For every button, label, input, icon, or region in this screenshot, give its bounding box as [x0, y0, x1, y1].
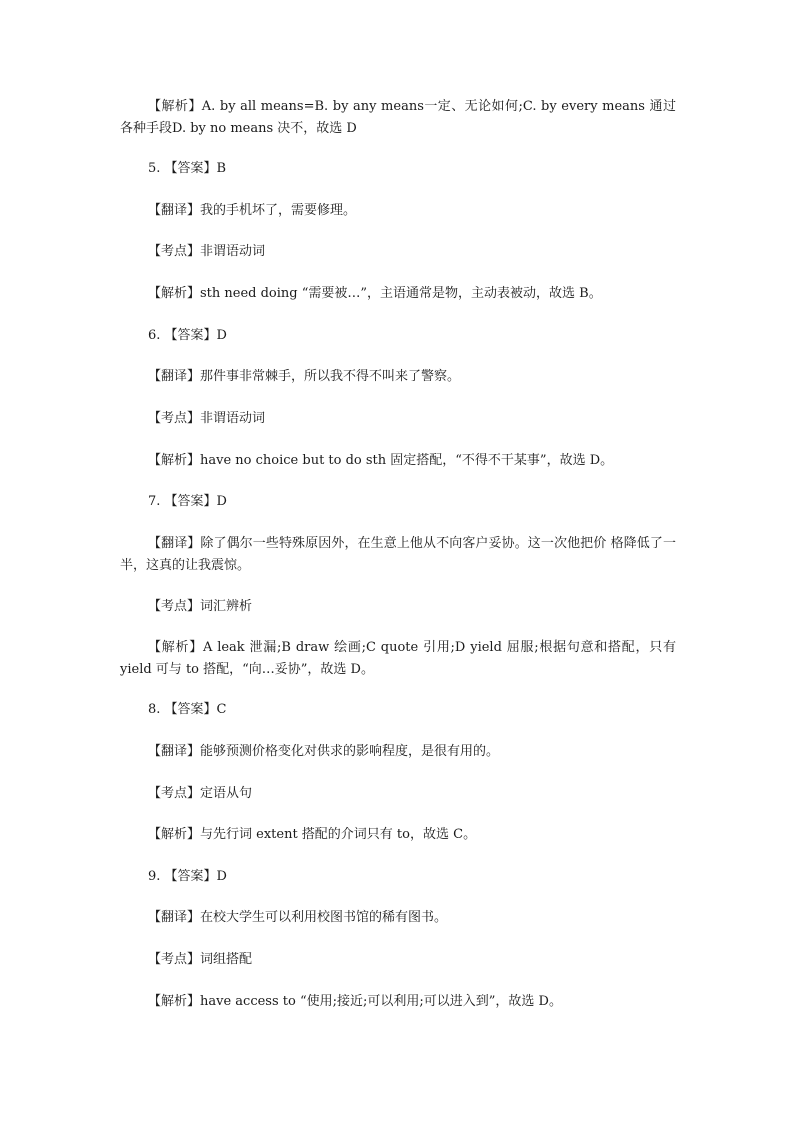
translation-line: 【翻译】能够预测价格变化对供求的影响程度，是很有用的。 [148, 744, 500, 759]
answer-line: 6. 【答案】D [148, 328, 227, 343]
answer-line: 9. 【答案】D [148, 869, 227, 884]
answer-line: 8. 【答案】C [148, 702, 227, 717]
topic-line: 【考点】定语从句 [148, 786, 253, 801]
topic-line: 【考点】词组搭配 [148, 952, 253, 967]
explanation-paragraph: 【解析】A leak 泄漏;B draw 绘画;C quote 引用;D yield 屈服;根据句意和搭配，只有 yield 可与 to 搭配，“向…妥协”，故选 D。 [120, 640, 676, 677]
explanation-line: 【解析】与先行词 extent 搭配的介词只有 to，故选 C。 [148, 827, 477, 842]
explanation-line: 【解析】have no choice but to do sth 固定搭配，“不得不干某事”，故选 D。 [148, 453, 614, 468]
topic-line: 【考点】词汇辨析 [148, 599, 253, 614]
explanation-paragraph: 【解析】A. by all means=B. by any means一定、无论如何;C. by every means 通过各种手段D. by no means 决不，故选 D [120, 99, 676, 136]
translation-line: 【翻译】我的手机坏了，需要修理。 [148, 203, 357, 218]
topic-line: 【考点】非谓语动词 [148, 411, 266, 426]
translation-line: 【翻译】那件事非常棘手，所以我不得不叫来了警察。 [148, 369, 461, 384]
translation-paragraph: 【翻译】除了偶尔一些特殊原因外，在生意上他从不向客户妥协。这一次他把价 格降低了一半，这真的让我震惊。 [120, 536, 676, 573]
answer-line: 7. 【答案】D [148, 494, 227, 509]
topic-line: 【考点】非谓语动词 [148, 244, 266, 259]
explanation-line: 【解析】sth need doing “需要被…”，主语通常是物，主动表被动，故选 B。 [148, 286, 602, 301]
answer-line: 5. 【答案】B [148, 161, 227, 176]
explanation-line: 【解析】have access to “使用;接近;可以利用;可以进入到”，故选 D。 [148, 994, 562, 1009]
translation-line: 【翻译】在校大学生可以利用校图书馆的稀有图书。 [148, 910, 448, 925]
